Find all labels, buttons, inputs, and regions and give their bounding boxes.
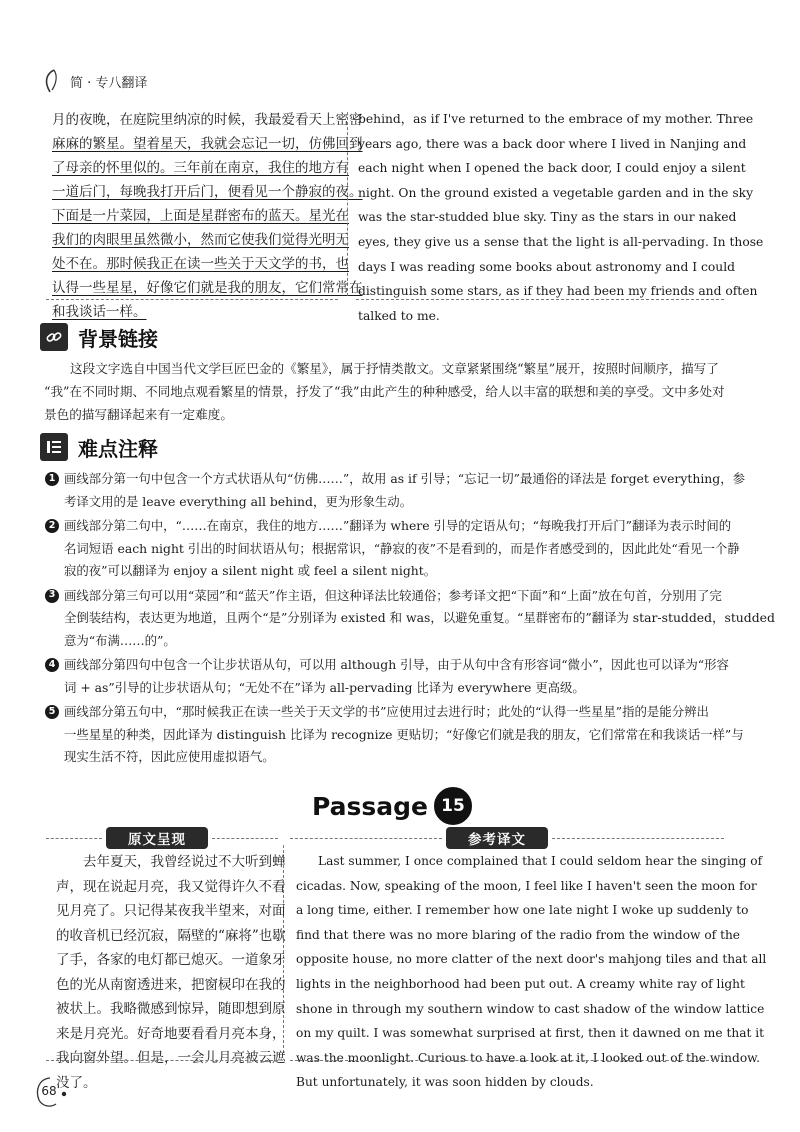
text-line: years ago, there was a back door where I lived in Nanjing and <box>358 136 747 151</box>
text-line: was the star-studded blue sky. Tiny as the stars in our naked <box>358 210 737 225</box>
text-line: 的收音机已经沉寂，隔壁的“麻将”也歇 <box>56 927 286 944</box>
background-paragraph <box>44 357 756 426</box>
text-line: days I was reading some books about astronomy and I could <box>358 259 736 274</box>
link-icon <box>40 323 68 351</box>
original-text-label: 原文呈现 <box>106 827 208 849</box>
translation-label: 参考译文 <box>446 827 548 849</box>
text-line: 一些星星的种类，因此译为 distinguish 比译为 recognize 更贴切；“好像它们就是我的朋友，它们常常在和我谈话一样”与 <box>64 726 744 742</box>
text-line: each night when I opened the back door, I could enjoy a silent <box>358 161 746 176</box>
note-number-badge: 1 <box>45 472 59 486</box>
note-number-badge: 2 <box>45 519 59 533</box>
text-line: 现实生活不符，因此应使用虚拟语气。 <box>64 749 275 764</box>
list-icon <box>40 433 68 461</box>
section-title: 难点注释 <box>78 436 158 461</box>
text-line: find that there was no more blaring of the radio from the window of the <box>296 927 741 942</box>
text-line: 寂的夜”可以翻译为 enjoy a silent night 或 feel a silent night。 <box>64 563 437 578</box>
note-item <box>44 468 764 513</box>
notes-section-heading <box>40 432 158 462</box>
text-line: 月的夜晚，在庭院里纳凉的时候，我最爱看天上密密 <box>52 112 363 128</box>
page-number <box>34 1076 64 1106</box>
column-divider <box>347 112 348 296</box>
text-line-underlined: 麻麻的繁星。望着星天，我就会忘记一切，仿佛回到 <box>52 136 363 152</box>
text-line: 考译文用的是 leave everything all behind，更为形象生动。 <box>64 493 413 509</box>
divider-line <box>212 838 278 839</box>
passage-original-text <box>56 850 286 1095</box>
text-line-underlined: 和我谈话一样。 <box>52 304 147 320</box>
text-line-underlined: 认得一些星星，好像它们就是我的朋友，它们常常在 <box>52 280 363 296</box>
column-divider <box>283 845 284 1053</box>
text-line: “我”在不同时期、不同地点观看繁星的情景，抒发了“我”由此产生的种种感受，给人以丰富的联想和美的享受。文中多处对 <box>44 384 725 399</box>
text-line: 画线部分第二句中，“……在南京，我住的地方……”翻译为 where 引导的定语从句；“每晚我打开后门”翻译为表示时间的 <box>64 518 732 533</box>
notes-list <box>44 468 775 771</box>
text-line-underlined: 下面是一片菜园，上面是星群密布的蓝天。星光在 <box>52 208 349 224</box>
passage-heading <box>312 786 472 826</box>
text-line-underlined: 了母亲的怀里似的。三年前在南京，我住的地方有 <box>52 160 349 176</box>
text-line: 词 + as”引导的让步状语从句；“无处不在”译为 all-pervading 比译为 everywhere 更高级。 <box>64 679 585 695</box>
text-line: 没了。 <box>56 1074 97 1091</box>
text-line: on my quilt. I was somewhat surprised at first, then it dawned on me that it <box>296 1026 765 1041</box>
text-line-underlined: 处不在。那时候我正在读一些关于天文学的书，也 <box>52 256 349 272</box>
text-line: 我向窗外望。但是，一会儿月亮被云遮 <box>56 1050 286 1066</box>
divider-line <box>356 299 724 300</box>
top-translation-text <box>358 107 764 328</box>
divider-line <box>46 299 338 300</box>
text-line: 意为“布满……的”。 <box>64 632 176 648</box>
header-title: 简 · 专八翻译 <box>70 76 148 91</box>
section-title: 背景链接 <box>78 326 158 351</box>
text-line: 画线部分第四句中包含一个让步状语从句，可以用 although 引导，由于从句中含有形容词“微小”，因此也可以译为“形容 <box>64 657 729 672</box>
text-line-underlined: 我们的肉眼里虽然微小，然而它使我们觉得光明无 <box>52 232 349 248</box>
text-line: 这段文字选自中国当代文学巨匠巴金的《繁星》，属于抒情类散文。文章紧紧围绕“繁星”展开，按照时间顺序，描写了 <box>70 361 719 376</box>
text-line: opposite house, no more clatter of the next door's mahjong tiles and that all <box>296 952 767 967</box>
text-line: 画线部分第一句中包含一个方式状语从句“仿佛……”，故用 as if 引导；“忘记一切”最通俗的译法是 forget everything，参 <box>64 471 745 486</box>
text-line: lights in the neighborhood had been put out. A creamy white ray of light <box>296 976 745 991</box>
text-line: 去年夏天，我曾经说过不大听到蝉 <box>83 854 286 870</box>
divider-line <box>46 838 102 839</box>
page-number-text: 68 <box>41 1084 57 1098</box>
text-line: 来是月亮光。好奇地要看看月亮本身， <box>56 1025 286 1042</box>
text-line: a long time, either. I remember how one late night I woke up suddenly to <box>296 903 749 918</box>
note-number-badge: 4 <box>45 658 59 672</box>
divider-line <box>290 1060 724 1061</box>
text-line: 被状上。我略微感到惊异，随即想到原 <box>56 1001 286 1017</box>
note-number-badge: 5 <box>45 705 59 719</box>
text-line: 声，现在说起月亮，我又觉得许久不看 <box>56 878 286 895</box>
text-line: 景色的描写翻译起来有一定难度。 <box>44 407 233 422</box>
text-line: 全倒装结构，表达更为地道，且两个“是”分别译为 existed 和 was，以避免重复。“星群密布的”翻译为 star-studded，studded <box>64 610 775 625</box>
note-item <box>44 515 764 583</box>
passage-number-badge: 15 <box>434 787 472 825</box>
text-line: night. On the ground existed a vegetable garden and in the sky <box>358 185 754 200</box>
text-line: shone in through my southern window to cast shadow of the window lattice <box>296 1001 765 1016</box>
divider-line <box>552 838 724 839</box>
text-line: eyes, they give us a sense that the light is all-pervading. In those <box>358 234 764 249</box>
passage-word: Passage <box>312 791 429 821</box>
background-section-heading <box>40 322 158 352</box>
divider-line <box>290 838 442 839</box>
text-line: Last summer, I once complained that I could seldom hear the singing of <box>318 854 763 868</box>
text-line: 见月亮了。只记得某夜我半望来，对面 <box>56 903 286 919</box>
text-line: 色的光从南窗透进来，把窗棂印在我的 <box>56 976 286 993</box>
note-number-badge: 3 <box>45 589 59 603</box>
text-line: behind，as if I've returned to the embrace of my mother. Three <box>358 112 754 126</box>
text-line: distinguish some stars, as if they had been my friends and often <box>358 284 758 299</box>
text-line: But unfortunately, it was soon hidden by clouds. <box>296 1075 594 1090</box>
text-line: was the moonlight. Curious to have a look at it, I looked out of the window. <box>296 1050 761 1065</box>
note-item <box>44 585 775 653</box>
text-line-underlined: 一道后门，每晚我打开后门，便看见一个静寂的夜。 <box>52 184 363 200</box>
top-original-text <box>52 108 363 324</box>
text-line: talked to me. <box>358 308 440 323</box>
text-line: 画线部分第三句可以用“菜园”和“蓝天”作主语，但这种译法比较通俗；参考译文把“下面”和“上面”放在句首，分别用了完 <box>64 587 722 603</box>
book-logo-icon <box>40 66 70 96</box>
note-item <box>44 701 764 769</box>
text-line: cicadas. Now, speaking of the moon, I feel like I haven't seen the moon for <box>296 878 757 893</box>
note-item <box>44 654 764 699</box>
text-line: 画线部分第五句中，“那时候我正在读一些关于天文学的书”应使用过去进行时；此处的“认得一些星星”指的是能分辨出 <box>64 704 709 719</box>
text-line: 名词短语 each night 引出的时间状语从句；根据常识，“静寂的夜”不是看到的，而是作者感受到的，因此此处“看见一个静 <box>64 540 740 556</box>
text-line: 了手，各家的电灯都已熄灭。一道象牙 <box>56 952 286 968</box>
passage-translation-text <box>296 849 767 1095</box>
divider-line <box>46 1060 278 1061</box>
